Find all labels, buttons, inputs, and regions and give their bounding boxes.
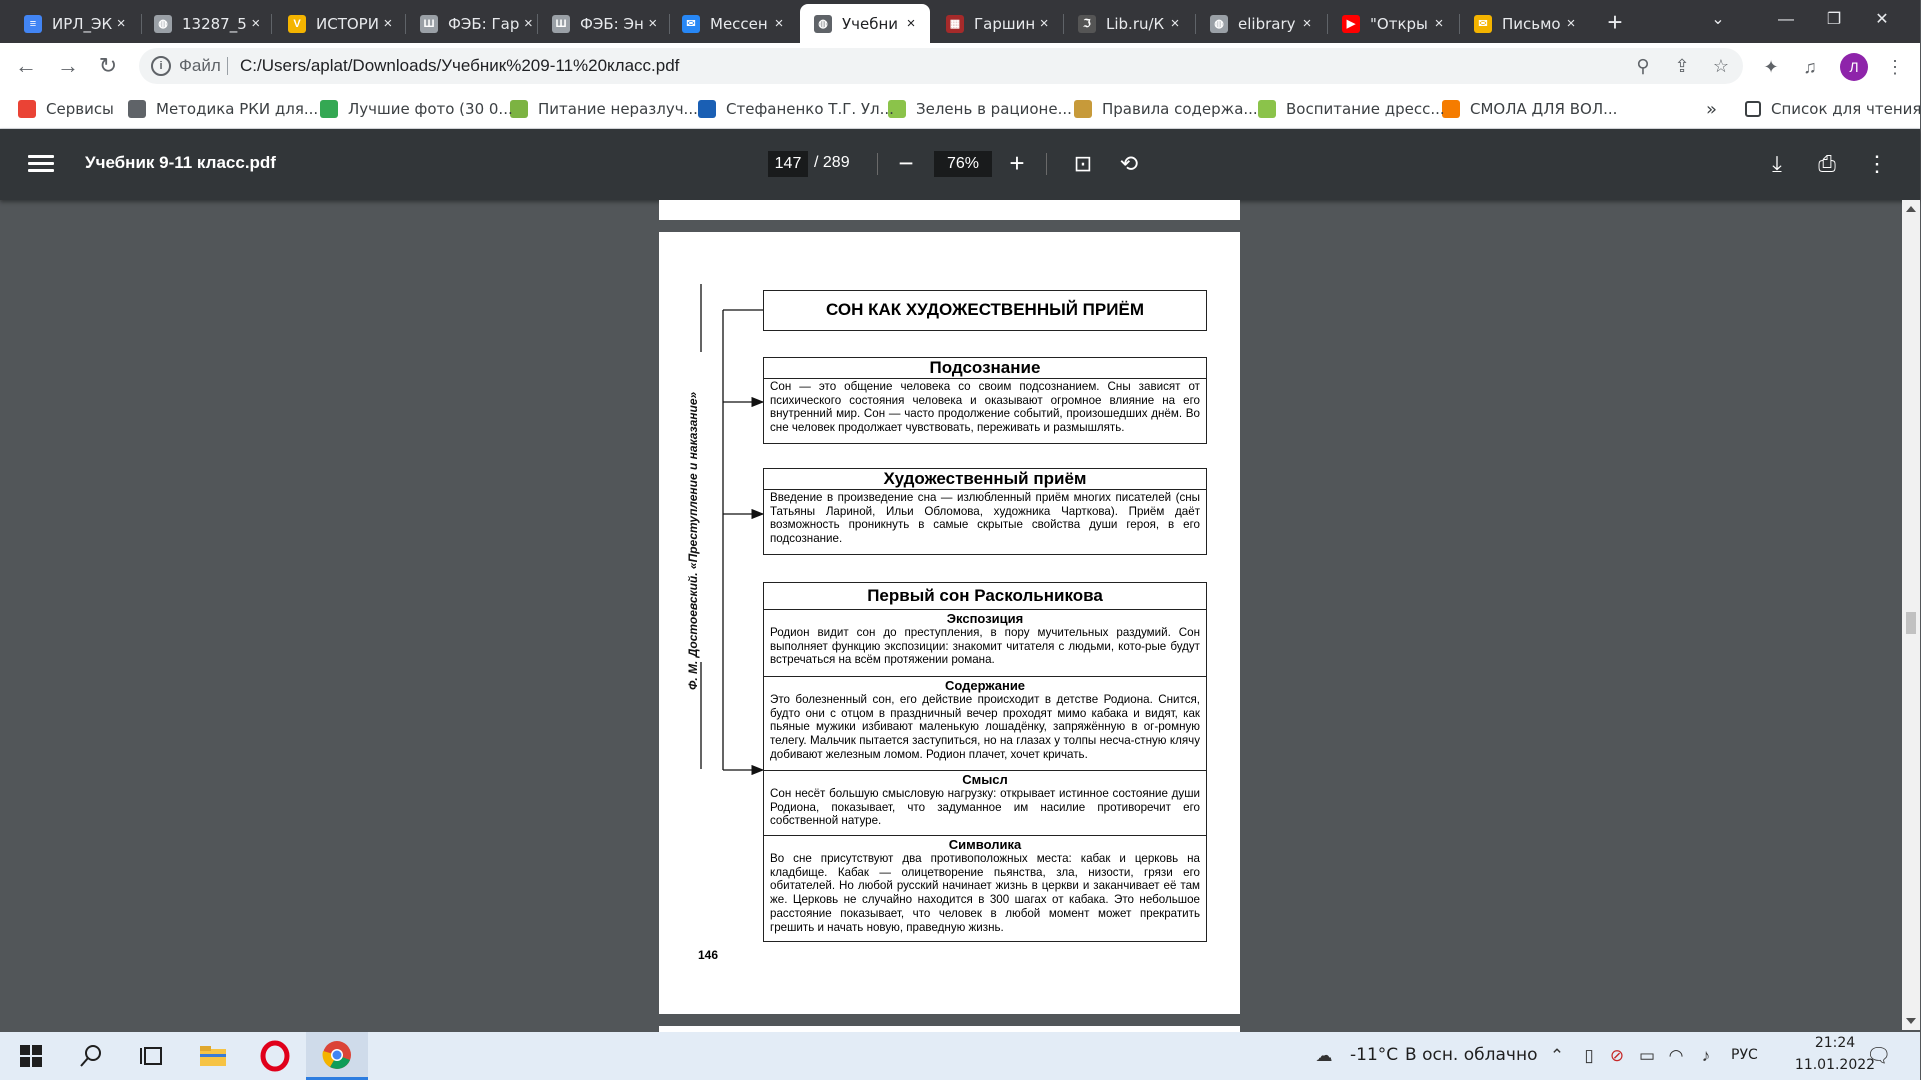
tab-title: Мессен — [710, 14, 768, 33]
browser-toolbar — [0, 43, 1920, 89]
zoom-level-input[interactable]: 76% — [934, 151, 992, 177]
tab-strip — [0, 0, 1920, 43]
scrollbar-thumb[interactable] — [1906, 612, 1916, 634]
reading-list-icon — [1745, 101, 1761, 117]
bookmark-item[interactable] — [1442, 96, 1617, 122]
scroll-up-arrow-icon[interactable] — [1906, 206, 1916, 212]
tray-expand-icon[interactable]: ⌃ — [1549, 1046, 1565, 1065]
address-url[interactable]: C:/Users/aplat/Downloads/Учебник%209-11%20класс.pdf — [240, 56, 680, 75]
bookmark-item[interactable] — [510, 96, 698, 122]
section-title: Содержание — [944, 678, 1026, 693]
bookmarks-overflow-icon[interactable]: » — [1706, 98, 1718, 120]
tab-favicon-icon: ▦ — [946, 15, 964, 33]
browser-tab[interactable] — [274, 4, 404, 43]
tab-title: ИСТОРИ — [316, 14, 379, 33]
tab-favicon-icon: ≡ — [24, 15, 42, 33]
tab-favicon-icon: ✉ — [682, 15, 700, 33]
tab-title: Письмо — [1502, 14, 1561, 33]
tab-close-icon[interactable]: × — [523, 15, 533, 32]
weather-description[interactable]: В осн. облачно — [1405, 1045, 1538, 1065]
download-icon[interactable]: ⤓ — [1772, 151, 1782, 176]
back-arrow-icon[interactable]: ← — [15, 53, 37, 78]
rotate-icon[interactable]: ⟲ — [1119, 151, 1139, 176]
start-button[interactable] — [0, 1032, 62, 1080]
tab-favicon-icon: ◍ — [814, 15, 832, 33]
tab-favicon-icon: ◍ — [1210, 15, 1228, 33]
section-text: Во сне присутствуют два противоположных места: кабак и церковь на кладбище. Кабак — олицетворение пьянства, зла, низости, грязи его обитателей. Но любой русский начинает жизнь в церкви и заканчивает её там же. Церковь не случайно находится в 300 шагах от кабака. Это небольшое расстояние показывает, что человек в любой момент может прекратить грешить и начать новую, праведную жизнь. — [770, 852, 1200, 934]
bookmark-item[interactable] — [1074, 96, 1258, 122]
tab-title: Учебни — [842, 14, 899, 33]
tab-favicon-icon: Ш — [420, 15, 438, 33]
tab-favicon-icon: ◍ — [154, 15, 172, 33]
file-explorer-icon[interactable] — [182, 1032, 244, 1080]
browser-tab[interactable] — [800, 4, 930, 43]
tab-search-icon[interactable]: ⌄ — [1711, 11, 1725, 28]
document-scrollbar[interactable] — [1902, 200, 1920, 1030]
toolbar-divider — [1046, 153, 1047, 175]
page-total: / 289 — [814, 154, 850, 171]
tab-favicon-icon: V — [288, 15, 306, 33]
tab-favicon-icon: ✉ — [1474, 15, 1492, 33]
windows-logo-icon — [20, 1045, 42, 1067]
section-title: Смысл — [962, 772, 1008, 787]
bookmark-label: Воспитание дресс... — [1286, 100, 1445, 118]
tab-close-icon[interactable]: × — [648, 15, 658, 32]
section-text: Сон несёт большую смысловую нагрузку: открывает истинное состояние души Родиона, показывает, что задуманное им насилие противоречит его собственной натуре. — [770, 787, 1200, 828]
diagram-title-box — [763, 290, 1207, 331]
bookmark-label: Стефаненко Т.Г. Ул... — [726, 100, 894, 118]
maximize-icon[interactable]: ❐ — [1826, 11, 1842, 28]
tab-title: Гаршин — [974, 14, 1036, 33]
tab-close-icon[interactable]: × — [1170, 15, 1180, 32]
dream-section-content — [764, 676, 1206, 770]
artistic-device-box — [763, 468, 1207, 555]
bookmark-label: Методика РКИ для... — [156, 100, 319, 118]
tab-close-icon[interactable]: × — [1302, 15, 1312, 32]
browser-tab[interactable] — [10, 4, 140, 43]
previous-page-edge — [659, 200, 1240, 220]
tab-close-icon[interactable]: × — [116, 15, 126, 32]
subconscious-box — [763, 357, 1207, 444]
device-icon[interactable]: ▯ — [1584, 1046, 1594, 1065]
language-indicator[interactable]: РУС — [1731, 1047, 1758, 1063]
scroll-down-arrow-icon[interactable] — [1906, 1018, 1916, 1024]
dream-section-exposition — [764, 609, 1206, 676]
tab-title: elibrary — [1238, 14, 1296, 33]
tab-close-icon[interactable]: × — [383, 15, 393, 32]
pdf-toolbar — [0, 129, 1920, 200]
notifications-icon[interactable]: 🗨 — [1866, 1045, 1892, 1067]
windows-taskbar — [0, 1032, 1920, 1080]
browser-tab[interactable] — [1328, 4, 1458, 43]
bookmark-label: Питание неразлуч... — [538, 100, 698, 118]
artistic-device-text: Введение в произведение сна — излюбленный приём многих писателей (сны Татьяны Лариной, Ильи Обломова, художника Чарткова). Приём даёт возможность проникнуть в самые скрытые свойства души героя, в его подсознание. — [770, 491, 1200, 546]
tab-close-icon[interactable]: × — [1039, 15, 1049, 32]
section-title: Символика — [948, 837, 1022, 852]
site-info-icon[interactable]: i — [151, 56, 171, 76]
volume-icon[interactable]: ♪ — [1701, 1046, 1711, 1065]
tab-close-icon[interactable]: × — [251, 15, 261, 32]
toolbar-divider — [877, 153, 878, 175]
artistic-device-title: Художественный приём — [764, 469, 1206, 490]
forward-arrow-icon[interactable]: → — [57, 53, 79, 78]
tab-title: 13287_5 — [182, 14, 247, 33]
vertical-book-label: Ф. М. Достоевский. «Преступление и наказание» — [686, 391, 700, 690]
bookmarks-bar — [0, 89, 1920, 129]
bookmark-label: Правила содержа... — [1102, 100, 1258, 118]
weather-temperature[interactable]: -11°C — [1350, 1045, 1399, 1065]
section-text: Это болезненный сон, его действие происходит в детстве Родиона. Снится, будто они с отцом в праздничный вечер проходят мимо кабака и видят, как пьяные мужики избивают маленькую лошадёнку, запряжённую в ог-ромную телегу. Мальчик пытается заступиться, но на глазах у толпы несча-стную клячу добивают железным ломом. Родион плачет, хочет кричать. — [770, 693, 1200, 761]
zoom-search-icon[interactable]: ⚲ — [1636, 56, 1650, 76]
bookmark-item[interactable] — [18, 96, 114, 122]
minimize-icon[interactable]: — — [1778, 11, 1794, 28]
new-tab-button[interactable]: + — [1607, 7, 1623, 37]
bookmark-item[interactable] — [1258, 96, 1445, 122]
browser-tab[interactable] — [1064, 4, 1194, 43]
tab-title: ФЭБ: Гар — [448, 14, 520, 33]
share-icon[interactable]: ⇪ — [1674, 56, 1690, 76]
pdf-document-title: Учебник 9-11 класс.pdf — [85, 153, 276, 172]
tab-separator — [271, 14, 272, 34]
printed-page-number: 146 — [698, 948, 719, 962]
address-bar[interactable] — [139, 48, 1743, 84]
browser-menu-icon[interactable]: ⋮ — [1886, 57, 1904, 77]
tab-close-icon[interactable]: × — [1434, 15, 1444, 32]
reading-list-button[interactable] — [1745, 96, 1921, 122]
bookmark-label: Сервисы — [46, 100, 114, 118]
bookmark-favicon-icon — [1442, 100, 1460, 118]
media-control-icon[interactable]: ♫ — [1803, 57, 1817, 77]
diagram-title: СОН КАК ХУДОЖЕСТВЕННЫЙ ПРИЁМ — [826, 300, 1144, 319]
battery-icon[interactable]: ▭ — [1638, 1046, 1656, 1065]
pdf-menu-icon[interactable] — [28, 151, 54, 177]
profile-avatar[interactable]: Л — [1840, 53, 1868, 81]
browser-tab[interactable] — [1460, 4, 1590, 43]
zoom-out-button[interactable]: − — [898, 148, 914, 178]
bookmark-favicon-icon — [128, 100, 146, 118]
opera-icon[interactable] — [244, 1032, 306, 1080]
tab-close-icon[interactable]: × — [774, 15, 784, 32]
bookmark-item[interactable] — [128, 96, 318, 122]
tab-close-icon[interactable]: × — [906, 15, 916, 32]
weather-icon[interactable]: ☁ — [1315, 1046, 1333, 1065]
bookmark-item[interactable] — [698, 96, 894, 122]
first-dream-box — [763, 582, 1207, 942]
print-icon[interactable]: ⎙ — [1818, 151, 1836, 176]
wifi-icon[interactable]: ◠ — [1668, 1046, 1684, 1065]
subconscious-text: Сон — это общение человека со своим подсознанием. Сны зависят от психического состояния человека и оказывают огромное влияние на его внутренний мир. Сон — часто продолжение событий, произошедших днём. Во сне человек продолжает чувствовать, переживать и размышлять. — [770, 380, 1200, 435]
tab-title: "Откры — [1370, 14, 1428, 33]
bookmark-favicon-icon — [698, 100, 716, 118]
pdf-more-icon[interactable]: ⋮ — [1866, 151, 1888, 176]
tab-favicon-icon: ▶ — [1342, 15, 1360, 33]
dream-section-meaning — [764, 770, 1206, 835]
bookmark-favicon-icon — [1258, 100, 1276, 118]
tab-title: Lib.ru/К — [1106, 14, 1165, 33]
bookmark-label: СМОЛА ДЛЯ ВОЛ... — [1470, 100, 1618, 118]
close-window-icon[interactable]: ✕ — [1875, 11, 1889, 28]
browser-tab[interactable] — [140, 4, 270, 43]
clock-date[interactable]: 11.01.2022 — [1794, 1057, 1876, 1073]
tab-favicon-icon: Ш — [552, 15, 570, 33]
browser-tab[interactable] — [538, 4, 668, 43]
page-number-input[interactable]: 147 — [768, 151, 808, 177]
tab-title: ИРЛ_ЭК — [52, 14, 113, 33]
browser-tab[interactable] — [406, 4, 536, 43]
bookmark-item[interactable] — [888, 96, 1072, 122]
network-warning-icon[interactable]: ⊘ — [1609, 1046, 1625, 1065]
bookmark-star-icon[interactable]: ☆ — [1712, 56, 1730, 76]
section-title: Экспозиция — [946, 611, 1024, 626]
extensions-icon[interactable]: ✦ — [1763, 57, 1779, 77]
reading-list-label: Список для чтения — [1771, 100, 1921, 118]
bookmark-favicon-icon — [1074, 100, 1092, 118]
section-text: Родион видит сон до преступления, в пору мучительных раздумий. Сон выполняет функцию экспозиции: знакомит читателя с людьми, кото-рые будут встречаться на всём протяжении романа. — [770, 626, 1200, 667]
chrome-icon[interactable] — [306, 1032, 368, 1080]
bookmark-label: Лучшие фото (30 0... — [348, 100, 513, 118]
browser-tab[interactable] — [1196, 4, 1326, 43]
subconscious-title: Подсознание — [764, 358, 1206, 379]
fit-to-page-icon[interactable]: ⊡ — [1073, 151, 1093, 176]
dream-section-symbolism — [764, 835, 1206, 939]
bookmark-favicon-icon — [18, 100, 36, 118]
task-view-icon[interactable] — [120, 1032, 182, 1080]
tab-title: ФЭБ: Эн — [580, 14, 644, 33]
address-scheme: Файл — [179, 56, 221, 75]
zoom-in-button[interactable]: + — [1009, 148, 1025, 178]
clock-time[interactable]: 21:24 — [1814, 1035, 1856, 1051]
tab-close-icon[interactable]: × — [1566, 15, 1576, 32]
first-dream-title: Первый сон Раскольникова — [867, 586, 1103, 605]
browser-tab[interactable] — [932, 4, 1062, 43]
bookmark-item[interactable] — [320, 96, 513, 122]
tab-favicon-icon: ℑ — [1078, 15, 1096, 33]
bookmark-favicon-icon — [320, 100, 338, 118]
address-divider — [227, 57, 228, 75]
browser-tab[interactable] — [668, 4, 798, 43]
search-icon[interactable] — [60, 1032, 122, 1080]
bookmark-label: Зелень в рационе... — [916, 100, 1072, 118]
reload-icon[interactable]: ↻ — [98, 53, 118, 78]
